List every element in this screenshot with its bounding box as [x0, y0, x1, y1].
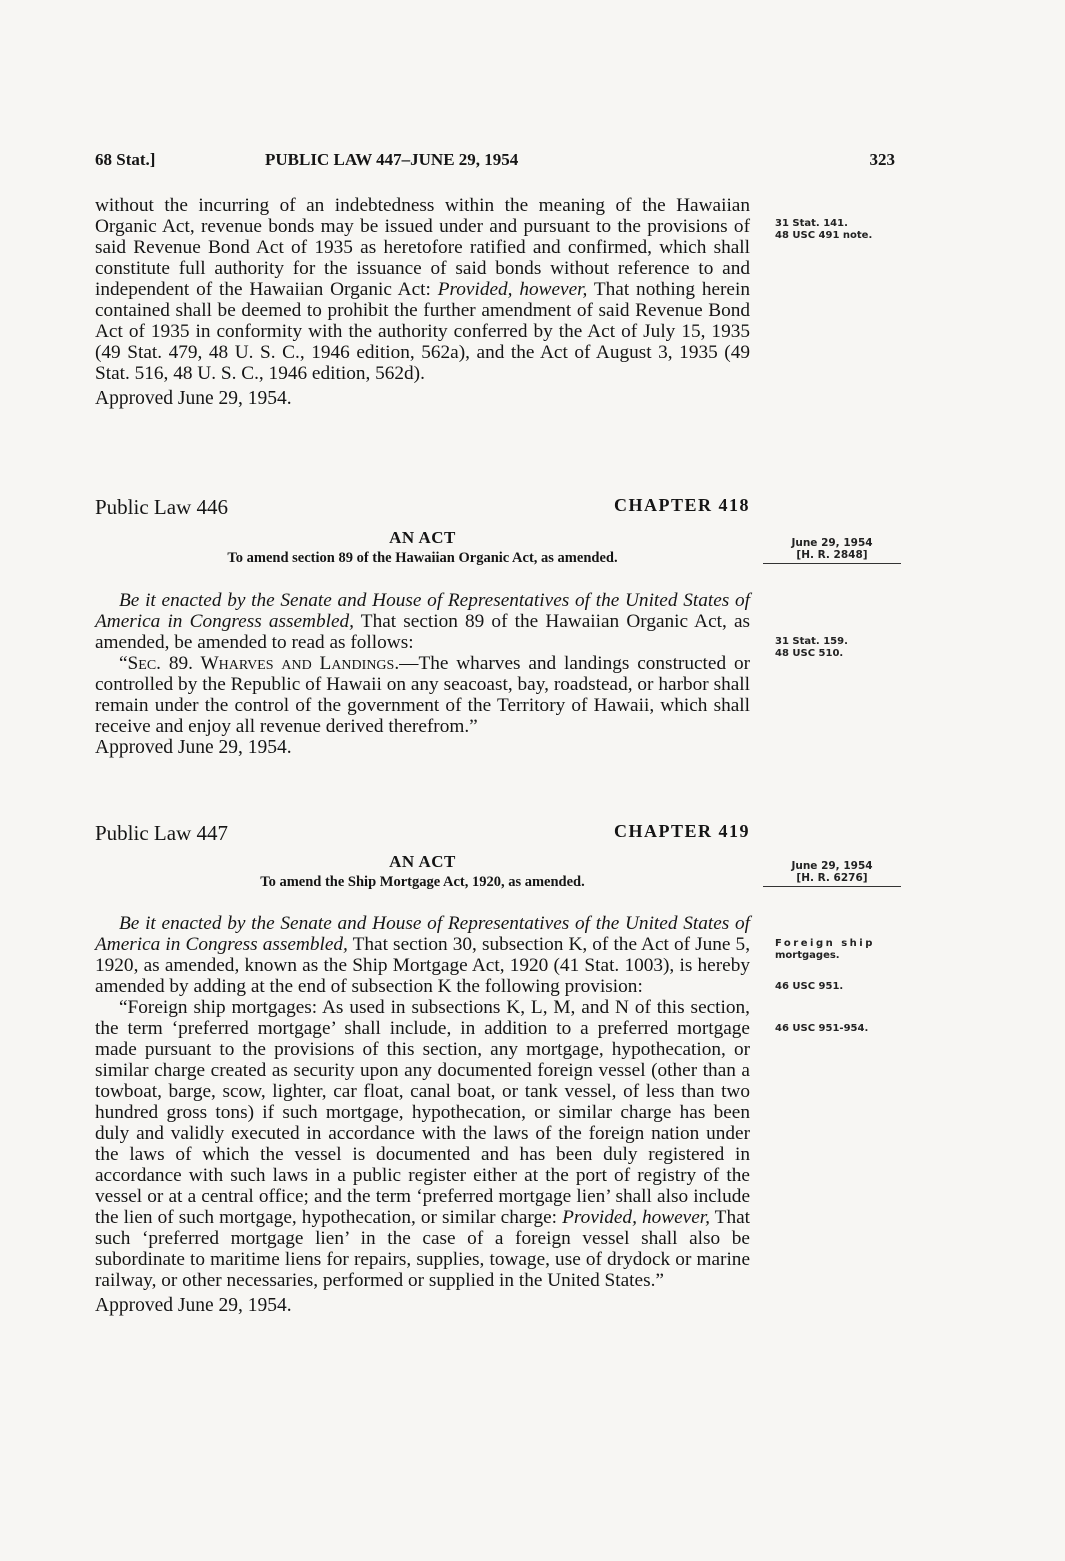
- approval-line-445: Approved June 29, 1954.: [95, 388, 292, 409]
- act-description: To amend section 89 of the Hawaiian Organic Act, as amended.: [227, 550, 618, 566]
- approval-line-446: Approved June 29, 1954.: [95, 737, 292, 758]
- enacting-clause: Be it enacted by the Senate and House of Representatives of the United States of America in Congress assembled,: [95, 590, 750, 632]
- quoted-proviso: Provided, however,: [562, 1207, 710, 1228]
- act-description: To amend the Ship Mortgage Act, 1920, as amended.: [260, 874, 585, 890]
- section-heading: Wharves and Landings.: [200, 653, 400, 674]
- an-act-label: AN ACT: [389, 852, 456, 871]
- chapter-418: CHAPTER 418: [613, 495, 750, 515]
- carryover-paragraph: [95, 195, 750, 384]
- margin-note-citation-2: [775, 636, 915, 660]
- law-446-body: [95, 590, 750, 758]
- carryover-section: [95, 195, 750, 409]
- margin-date-447: [763, 860, 901, 887]
- margin-date-446: [763, 537, 901, 564]
- an-act-label: AN ACT: [389, 528, 456, 547]
- margin-bill-number: [H. R. 2848]: [796, 549, 868, 561]
- law-446-act-title: [95, 528, 750, 567]
- enacting-body: That section 30, subsection K, of the Act of June 5, 1920, as amended, known as the Ship Mortgage Act, 1920 (41 Stat. 1003), is hereby amended by adding at the end of subsection K the following provision:: [95, 934, 751, 997]
- margin-ref-48-usc-510: 48 USC 510.: [775, 648, 844, 659]
- header-title: PUBLIC LAW 447–JUNE 29, 1954: [265, 150, 519, 169]
- enacting-body: That section 89 of the Hawaiian Organic Act, as amended, be amended to read as follows:: [95, 611, 751, 653]
- margin-date: June 29, 1954: [791, 860, 873, 872]
- public-law-446: Public Law 446: [95, 495, 228, 519]
- margin-bill-number: [H. R. 6276]: [796, 872, 868, 884]
- running-header: [95, 150, 895, 174]
- law-447-heading: [95, 821, 750, 847]
- carryover-proviso: Provided, however,: [437, 279, 588, 300]
- margin-ref-31-stat-159: 31 Stat. 159.: [775, 636, 848, 647]
- public-law-447: Public Law 447: [95, 821, 228, 845]
- section-text: —The wharves and landings constructed or controlled by the Republic of Hawaii on any seacoast, bay, roadstead, or harbor shall remain under the control of the government of the Territory of Hawaii, which shall receive and enjoy all revenue derived therefrom.”: [95, 653, 751, 737]
- chapter-419: CHAPTER 419: [613, 821, 750, 841]
- law-447-act-title: [95, 852, 750, 891]
- section-89-paragraph: [95, 653, 750, 737]
- carryover-text-after: That nothing herein contained shall be deemed to prohibit the further amendment of said Revenue Bond Act of 1935 in conformity with the authority conferred by the Act of July 15, 1935 (49 Stat. 479, 48 U. S. C., 1946 edition, 562a), and the Act of August 3, 1935 (49 Stat. 516, 48 U. S. C., 1946 edition, 562d).: [95, 279, 750, 384]
- margin-ref-48-usc-491: 48 USC 491 note.: [775, 230, 873, 241]
- page-number: 323: [869, 150, 895, 169]
- margin-date: June 29, 1954: [791, 537, 873, 549]
- section-label: “Sec. 89.: [119, 653, 201, 674]
- quoted-provision-part-1: “Foreign ship mortgages: As used in subsections K, L, M, and N of this section, the term ‘preferred mortgage’ shall include, in addition to a preferred mortgage made pursuant to the provisions of this section, any mortgage, hypothecation, or similar charge created as security upon any documented foreign vessel (other than a towboat, barge, scow, lighter, car float, canal boat, or tank vessel, of less than two hundred gross tons) if such mortgage, hypothecation, or similar charge has been duly and validly executed in accordance with the laws of the foreign nation under the laws of which the vessel is documented and has been duly registered in accordance with such laws in a public register either at the port of registry of the vessel or at a central office; and the term ‘preferred mortgage lien’ shall also include the lien of such mortgage, hypothecation, or similar charge:: [95, 997, 750, 1228]
- quoted-provision-part-2: That such ‘preferred mortgage lien’ in the case of a foreign vessel shall also be subordinate to maritime liens for repairs, supplies, towage, use of drydock or marine railway, or other necessaries, performed or supplied in the United States.”: [95, 1207, 750, 1291]
- enacting-paragraph-447: [95, 913, 750, 997]
- margin-ref-31-stat-141: 31 Stat. 141.: [775, 218, 848, 229]
- header-volume: 68 Stat.]: [95, 150, 156, 169]
- approval-line-447: Approved June 29, 1954.: [95, 1295, 292, 1316]
- carryover-text: without the incurring of an indebtedness within the meaning of the Hawaiian Organic Act, revenue bonds may be issued under and pursuant to the provisions of said Revenue Bond Act of 1935 as heretofore ratified and confirmed, which shall constitute full authority for the issuance of said bonds without reference to and independent of the Hawaiian Organic Act:: [95, 195, 750, 300]
- foreign-ship-mortgages-paragraph: [95, 997, 750, 1291]
- margin-topic-mortgages: mortgages.: [775, 950, 840, 961]
- law-447-body: [95, 913, 750, 1316]
- enacting-paragraph-446: [95, 590, 750, 653]
- margin-note-46-usc-951-954: 46 USC 951-954.: [775, 1023, 869, 1034]
- margin-topic-foreign-ship: Foreign ship: [775, 938, 875, 949]
- enacting-clause: Be it enacted by the Senate and House of Representatives of the United States of America in Congress assembled,: [95, 913, 750, 955]
- law-446-heading: [95, 495, 750, 521]
- margin-note-46-usc-951: 46 USC 951.: [775, 981, 844, 992]
- margin-note-citation-1: [775, 218, 915, 242]
- margin-note-foreign-ship: [775, 938, 915, 962]
